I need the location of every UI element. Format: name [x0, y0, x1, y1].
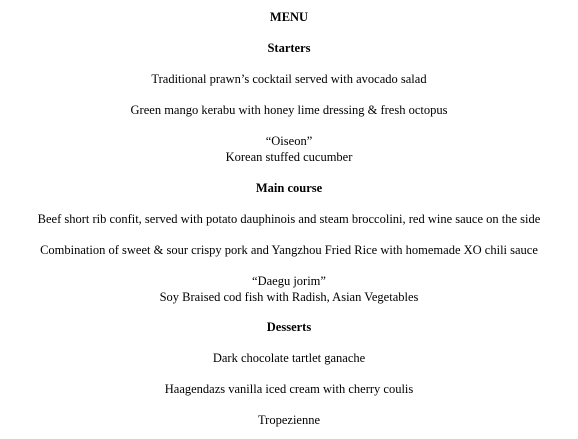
section-heading-starters: Starters [267, 41, 311, 55]
menu-item-korean-name: “Daegu jorim” [252, 274, 326, 288]
menu-item: Combination of sweet & sour crispy pork and Yangzhou Fried Rice with homemade XO chili sauce [40, 243, 538, 257]
menu-item: Korean stuffed cucumber [225, 150, 353, 164]
menu-item: Dark chocolate tartlet ganache [212, 351, 366, 365]
menu-item: Soy Braised cod fish with Radish, Asian Vegetables [159, 290, 419, 304]
menu-item: Haagendazs vanilla iced cream with cherry coulis [164, 382, 414, 396]
menu-item-korean-name: “Oiseon” [265, 134, 313, 148]
section-heading-main-course: Main course [255, 181, 323, 195]
menu-title: MENU [269, 10, 309, 24]
menu-item: Tropezienne [257, 413, 321, 427]
menu-item: Beef short rib confit, served with potato dauphinois and steam broccolini, red wine sauce on the side [37, 212, 541, 226]
menu-item: Traditional prawn’s cocktail served with avocado salad [151, 72, 427, 86]
section-heading-desserts: Desserts [266, 320, 312, 334]
menu-item: Green mango kerabu with honey lime dressing & fresh octopus [130, 103, 448, 117]
